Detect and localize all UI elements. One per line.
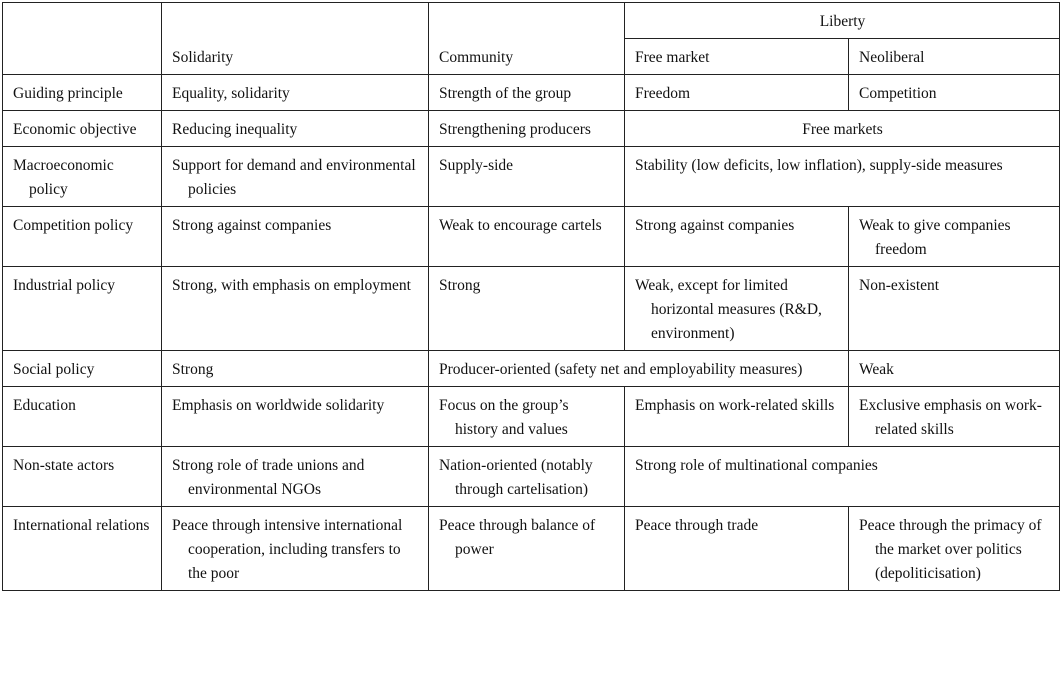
cell-neoliberal: Competition: [849, 75, 1060, 111]
cell-solidarity: Peace through intensive international cooperation, including transfers to the poor: [162, 507, 429, 591]
row-label-guiding-principle: Guiding principle: [3, 75, 162, 111]
table-row: [3, 447, 1060, 507]
cell-solidarity: Reducing inequality: [162, 111, 429, 147]
header-free-market-label: Free market: [635, 49, 710, 66]
cell-free-market: Emphasis on work-related skills: [625, 387, 849, 447]
cell-free-market: Peace through trade: [625, 507, 849, 591]
header-solidarity: [162, 3, 429, 75]
row-label-industrial-policy: Industrial policy: [3, 267, 162, 351]
cell-liberty-merged: Free markets: [625, 111, 1060, 147]
cell-solidarity: Emphasis on worldwide solidarity: [162, 387, 429, 447]
table-row: [3, 147, 1060, 207]
cell-solidarity: Strong against companies: [162, 207, 429, 267]
cell-neoliberal: Weak to give companies freedom: [849, 207, 1060, 267]
cell-neoliberal: Exclusive emphasis on work-related skills: [849, 387, 1060, 447]
header-neoliberal-label: Neoliberal: [859, 49, 925, 66]
table-row: [3, 507, 1060, 591]
cell-community: Strengthening producers: [429, 111, 625, 147]
cell-community: Supply-side: [429, 147, 625, 207]
cell-neoliberal: Weak: [849, 351, 1060, 387]
table-row: [3, 207, 1060, 267]
table-row: [3, 351, 1060, 387]
row-label-non-state-actors: Non-state actors: [3, 447, 162, 507]
cell-free-market: Freedom: [625, 75, 849, 111]
cell-community: Nation-oriented (notably through cartelisation): [429, 447, 625, 507]
header-corner-cell: [3, 3, 162, 75]
row-label-international-relations: International relations: [3, 507, 162, 591]
row-label-social-policy: Social policy: [3, 351, 162, 387]
row-label-economic-objective: Economic objective: [3, 111, 162, 147]
cell-neoliberal: Non-existent: [849, 267, 1060, 351]
cell-solidarity: Strong, with emphasis on employment: [162, 267, 429, 351]
row-label-competition-policy: Competition policy: [3, 207, 162, 267]
cell-neoliberal: Peace through the primacy of the market over politics (depoliticisation): [849, 507, 1060, 591]
header-liberty-group: [625, 3, 1060, 39]
table-row: [3, 267, 1060, 351]
table-row: [3, 111, 1060, 147]
table-row: [3, 387, 1060, 447]
row-label-education: Education: [3, 387, 162, 447]
header-community-label: Community: [439, 49, 514, 66]
header-liberty-label: Liberty: [819, 13, 866, 30]
cell-solidarity: Support for demand and environmental policies: [162, 147, 429, 207]
cell-free-market: Weak, except for limited horizontal measures (R&D, environment): [625, 267, 849, 351]
header-neoliberal: [849, 39, 1060, 75]
cell-solidarity: Strong role of trade unions and environmental NGOs: [162, 447, 429, 507]
header-row-group: [3, 3, 1060, 39]
cell-solidarity: Strong: [162, 351, 429, 387]
table-row: [3, 75, 1060, 111]
cell-community: Weak to encourage cartels: [429, 207, 625, 267]
cell-community: Strength of the group: [429, 75, 625, 111]
row-label-macroeconomic-policy: Macroeconomic policy: [3, 147, 162, 207]
cell-community: Strong: [429, 267, 625, 351]
cell-liberty-merged: Stability (low deficits, low inflation), supply-side measures: [625, 147, 1060, 207]
cell-solidarity: Equality, solidarity: [162, 75, 429, 111]
cell-community-free-merged: Producer-oriented (safety net and employability measures): [429, 351, 849, 387]
header-community: [429, 3, 625, 75]
header-free-market: [625, 39, 849, 75]
cell-liberty-merged: Strong role of multinational companies: [625, 447, 1060, 507]
cell-free-market: Strong against companies: [625, 207, 849, 267]
cell-community: Focus on the group’s history and values: [429, 387, 625, 447]
policy-comparison-table: [2, 2, 1060, 591]
cell-community: Peace through balance of power: [429, 507, 625, 591]
header-solidarity-label: Solidarity: [172, 49, 234, 66]
